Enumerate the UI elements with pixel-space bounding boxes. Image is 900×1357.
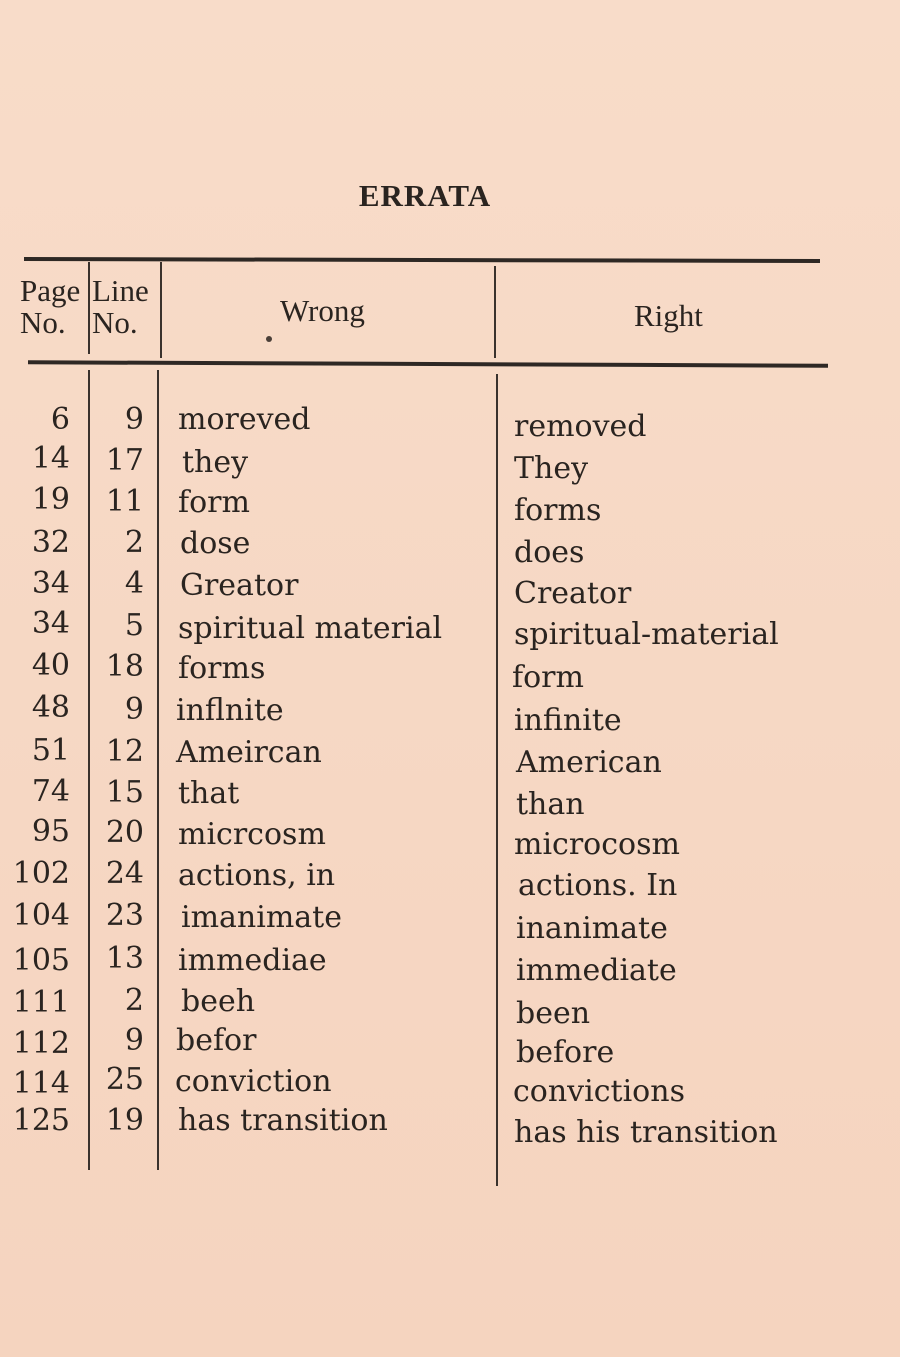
body-divider-1	[88, 370, 90, 1170]
right-text: Creator	[514, 576, 632, 611]
header-wrong: Wrong	[280, 293, 365, 328]
header-right: Right	[634, 298, 703, 333]
wrong-text: actions, in	[178, 858, 336, 893]
right-text: convictions	[513, 1074, 685, 1109]
line-number: 9	[124, 692, 144, 727]
right-text: form	[512, 660, 584, 695]
right-text: forms	[514, 493, 602, 528]
header-divider-1	[88, 262, 90, 354]
page-number: 6	[50, 402, 70, 437]
header-page-no	[20, 275, 80, 339]
header-page-no-word: No.	[20, 305, 66, 340]
header-divider-3	[494, 266, 496, 358]
header-line-no	[92, 275, 149, 339]
body-divider-3	[496, 374, 498, 1186]
wrong-text: dose	[180, 526, 251, 561]
header-page-word: Page	[20, 273, 81, 308]
right-text: They	[514, 451, 589, 486]
line-number: 9	[124, 402, 144, 437]
line-number: 18	[105, 649, 144, 684]
page-number: 19	[31, 482, 70, 517]
wrong-text: micrcosm	[178, 817, 326, 852]
page-number: 102	[12, 856, 70, 891]
line-number: 15	[105, 775, 144, 810]
header-divider-2	[160, 262, 162, 358]
wrong-text: beeh	[181, 984, 256, 1019]
page-number: 14	[31, 441, 70, 476]
right-text: American	[516, 745, 662, 780]
line-number: 24	[105, 856, 144, 891]
page-number: 51	[31, 733, 70, 768]
wrong-text: forms	[178, 651, 266, 686]
body-divider-2	[157, 370, 159, 1170]
page-number: 32	[31, 525, 70, 560]
line-number: 20	[105, 815, 144, 850]
header-bottom-rule	[28, 360, 828, 367]
right-text: actions. In	[518, 868, 678, 903]
right-text: removed	[514, 409, 647, 444]
page-number: 114	[12, 1066, 70, 1101]
line-number: 9	[124, 1023, 144, 1058]
right-text: been	[516, 996, 591, 1031]
right-text: inanimate	[516, 911, 668, 946]
wrong-text: form	[178, 485, 250, 520]
line-number: 25	[105, 1062, 144, 1097]
ink-dot	[266, 336, 272, 342]
wrong-text: inflnite	[176, 693, 284, 728]
header-line-word: Line	[92, 273, 149, 308]
page-number: 34	[31, 566, 70, 601]
wrong-text: conviction	[175, 1064, 332, 1099]
right-text: microcosm	[514, 827, 680, 862]
page-number: 104	[12, 898, 70, 933]
right-text: than	[516, 787, 585, 822]
right-text: has his transition	[514, 1115, 778, 1150]
line-number: 13	[105, 941, 144, 976]
line-number: 5	[124, 608, 144, 643]
wrong-text: spiritual material	[178, 611, 443, 646]
right-text: infinite	[514, 703, 622, 738]
page-title: ERRATA	[358, 178, 492, 213]
wrong-text: Ameircan	[176, 735, 322, 770]
line-number: 23	[105, 898, 144, 933]
wrong-text: that	[178, 776, 240, 811]
wrong-text: befor	[176, 1023, 257, 1058]
line-number: 17	[105, 443, 144, 478]
right-text: does	[514, 535, 585, 570]
wrong-text: Greator	[180, 568, 299, 603]
page-number: 111	[12, 985, 70, 1020]
line-number: 19	[105, 1103, 144, 1138]
page-number: 125	[12, 1103, 70, 1138]
wrong-text: has transition	[178, 1103, 388, 1138]
line-number: 12	[105, 734, 144, 769]
right-text: before	[516, 1035, 615, 1070]
wrong-text: they	[182, 445, 249, 480]
header-line-no-word: No.	[92, 305, 138, 340]
page-number: 40	[31, 648, 70, 683]
page-number: 74	[31, 774, 70, 809]
right-text: spiritual-material	[514, 617, 779, 652]
table-top-rule	[24, 257, 820, 263]
line-number: 11	[105, 484, 144, 519]
page-number: 34	[31, 606, 70, 641]
wrong-text: moreved	[178, 402, 311, 437]
page-number: 105	[12, 943, 70, 978]
right-text: immediate	[516, 953, 677, 988]
page-number: 95	[31, 814, 70, 849]
wrong-text: immediae	[178, 943, 327, 978]
wrong-text: imanimate	[181, 900, 342, 935]
line-number: 2	[124, 983, 144, 1018]
line-number: 4	[124, 566, 144, 601]
line-number: 2	[124, 525, 144, 560]
page-number: 48	[31, 690, 70, 725]
page-number: 112	[12, 1026, 70, 1061]
